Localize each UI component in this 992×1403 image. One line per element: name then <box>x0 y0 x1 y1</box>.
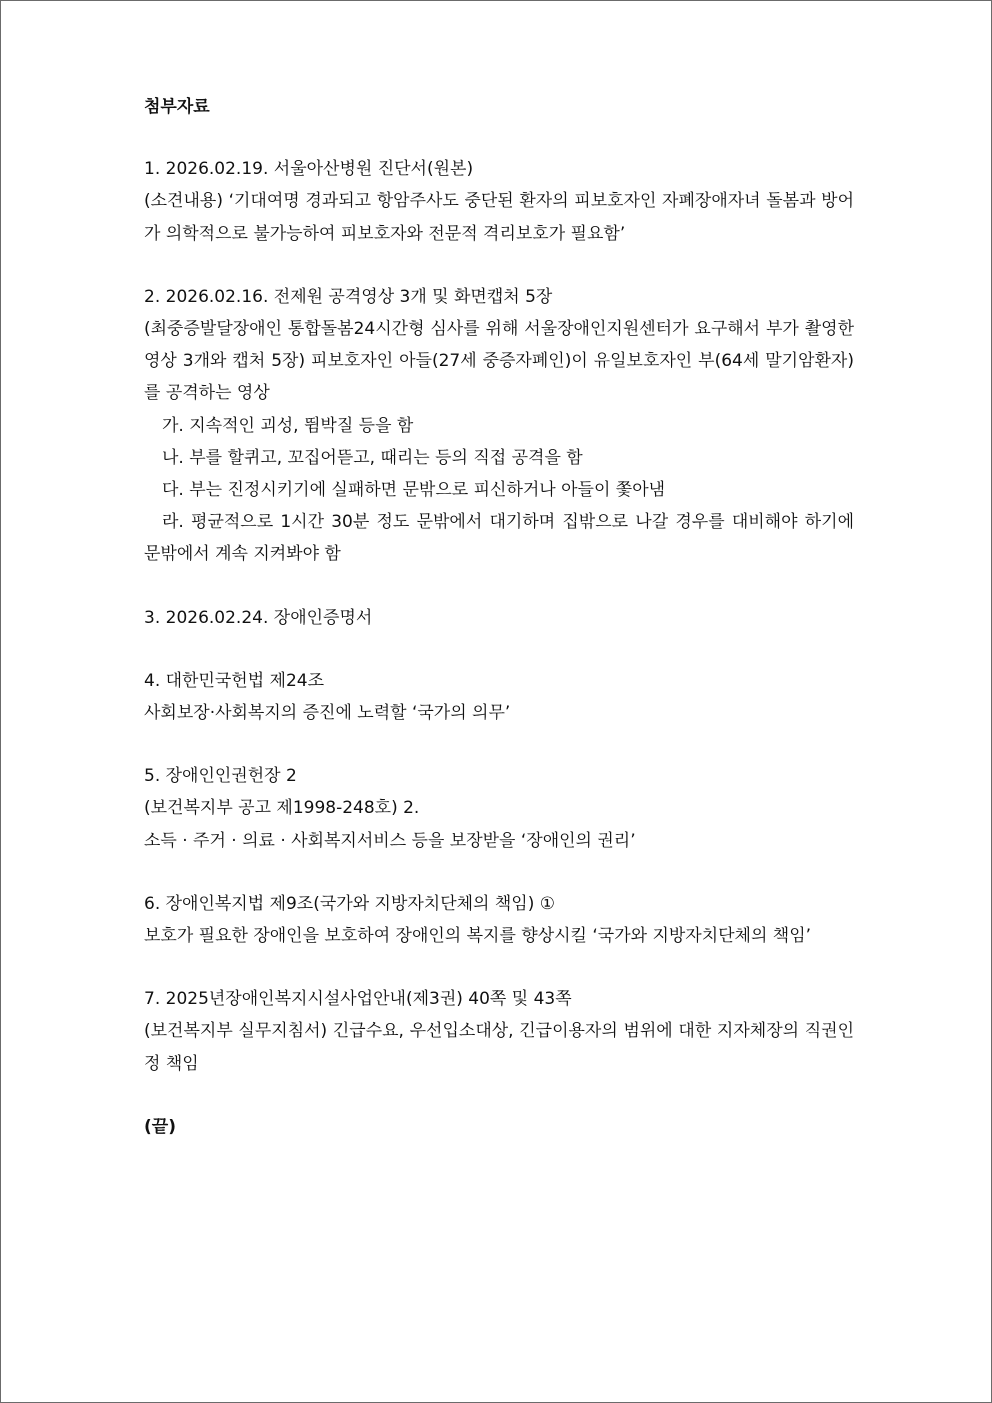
attachment-description: 사회보장·사회복지의 증진에 노력할 ‘국가의 의무’ <box>144 703 511 724</box>
attachment-item-7 <box>144 983 854 1080</box>
attachment-subitem: 다. 부는 진정시키기에 실패하면 문밖으로 피신하거나 아들이 쫓아냄 <box>162 480 666 501</box>
attachment-subitem-text: 라. 평균적으로 1시간 30분 정도 문밖에서 대기하며 집밖으로 나갈 경우를 대비해야 하기에 문밖에서 계속 지켜봐야 함 <box>144 512 854 565</box>
document-heading: 첨부자료 <box>144 97 210 117</box>
attachment-subitem: 나. 부를 할퀴고, 꼬집어뜯고, 때리는 등의 직접 공격을 함 <box>162 447 583 468</box>
attachment-item-2 <box>144 281 854 571</box>
attachment-title: 1. 2026.02.19. 서울아산병원 진단서(원본) <box>144 159 474 180</box>
attachment-title: 5. 장애인인권헌장 2 <box>144 766 297 787</box>
attachment-title: 3. 2026.02.24. 장애인증명서 <box>144 607 373 628</box>
attachment-item-6 <box>144 888 854 952</box>
attachment-title: 4. 대한민국헌법 제24조 <box>144 670 325 691</box>
attachment-item-5 <box>144 760 854 857</box>
document-body <box>144 91 854 1143</box>
attachment-subitem: 가. 지속적인 괴성, 뜀박질 등을 함 <box>162 415 414 436</box>
attachment-subitem <box>144 506 854 570</box>
attachment-item-3 <box>144 602 854 634</box>
attachment-description: (보건복지부 실무지침서) 긴급수요, 우선입소대상, 긴급이용자의 범위에 대한 지자체장의 직권인정 책임 <box>144 1021 854 1074</box>
attachment-description: (최중증발달장애인 통합돌봄24시간형 심사를 위해 서울장애인지원센터가 요구해서 부가 촬영한 영상 3개와 캡처 5장) 피보호자인 아들(27세 중증자폐인)이 유일보호자인 부(64세 말기암환자)를 공격하는 영상 <box>144 319 854 404</box>
attachment-description: 소득 · 주거 · 의료 · 사회복지서비스 등을 보장받을 ‘장애인의 권리’ <box>144 830 636 851</box>
attachment-description: (보건복지부 공고 제1998-248호) 2. <box>144 798 420 819</box>
attachment-title: 7. 2025년장애인복지시설사업안내(제3권) 40쪽 및 43쪽 <box>144 989 572 1010</box>
attachment-item-1 <box>144 153 854 250</box>
attachment-title: 2. 2026.02.16. 전제원 공격영상 3개 및 화면캡처 5장 <box>144 286 553 307</box>
attachment-description: 보호가 필요한 장애인을 보호하여 장애인의 복지를 향상시킬 ‘국가와 지방자치단체의 책임’ <box>144 926 812 947</box>
end-mark: (끝) <box>144 1116 176 1137</box>
attachment-item-4 <box>144 665 854 729</box>
attachment-description: (소견내용) ‘기대여명 경과되고 항암주사도 중단된 환자의 피보호자인 자폐장애자녀 돌봄과 방어가 의학적으로 불가능하여 피보호자와 전문적 격리보호가 필요함’ <box>144 191 854 244</box>
attachment-title: 6. 장애인복지법 제9조(국가와 지방자치단체의 책임) ① <box>144 893 555 914</box>
